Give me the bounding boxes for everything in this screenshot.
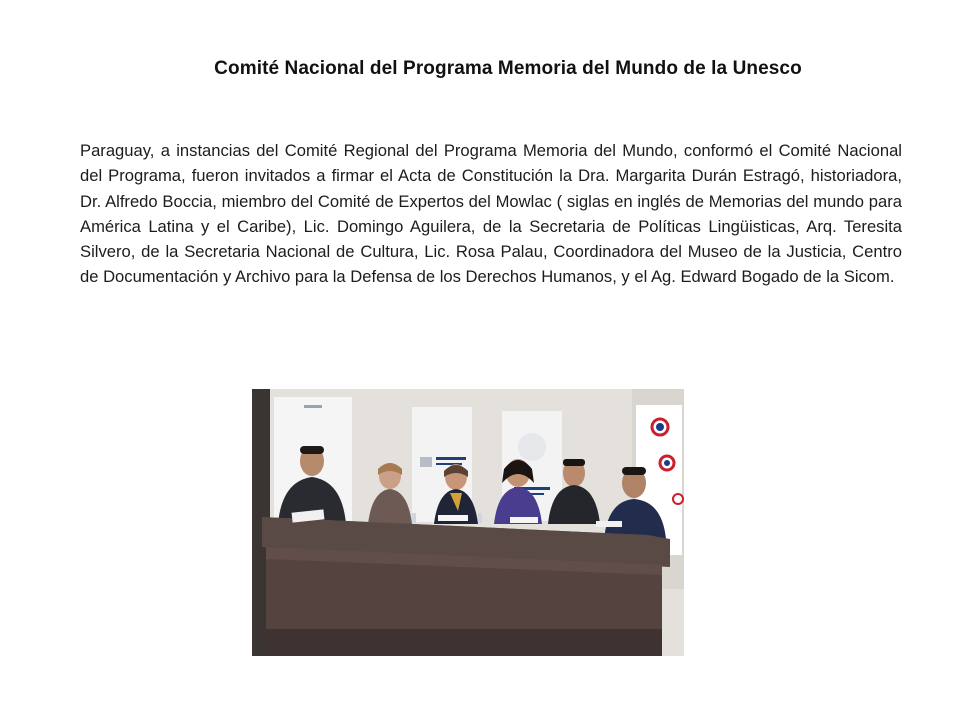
slide-title: Comité Nacional del Programa Memoria del Mundo de la Unesco — [214, 58, 802, 79]
meeting-photo — [252, 389, 684, 656]
meeting-photo-illustration — [252, 389, 684, 656]
slide-paragraph: Paraguay, a instancias del Comité Regional del Programa Memoria del Mundo, conformó el Comité Nacional del Programa, fueron invitados a firmar el Acta de Constitución la Dra. Margarita Durán Estragó, historiadora, Dr. Alfredo Boccia, miembro del Comité de Expertos del Mowlac ( siglas en inglés de Memorias del mundo para América Latina y el Caribe), Lic. Domingo Aguilera, de la Secretaria de Políticas Lingüisticas, Arq. Teresita Silvero, de la Secretaria Nacional de Cultura, Lic. Rosa Palau, Coordinadora del Museo de la Justicia, Centro de Documentación y Archivo para la Defensa de los Derechos Humanos, y el Ag. Edward Bogado de la Sicom. — [80, 141, 902, 287]
